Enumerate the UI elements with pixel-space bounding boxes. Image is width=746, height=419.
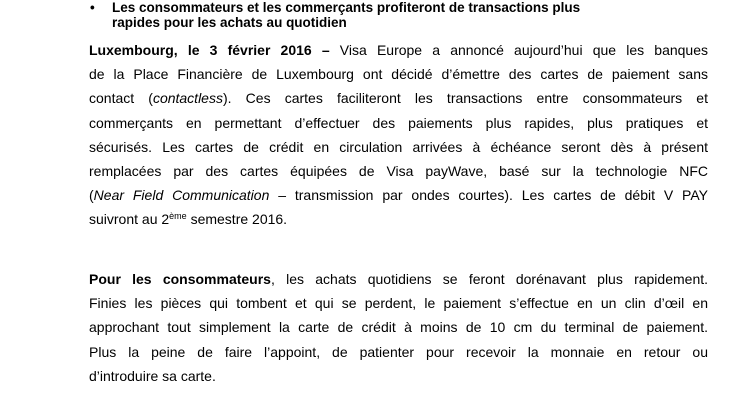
bullet-point bbox=[90, 0, 710, 30]
para2-line-1: Pour les consommateurs, les achats quotidiens se feront dorénavant plus rapidement. bbox=[89, 271, 709, 287]
para1-line-5: sécurisés. Les cartes de crédit en circulation arrivées à échéance seront dès à présent bbox=[89, 138, 708, 155]
paragraph-announcement bbox=[89, 38, 708, 232]
para1-line-2: de la Place Financière de Luxembourg ont décidé d’émettre des cartes de paiement sans bbox=[89, 66, 708, 83]
para1-line-1: Luxembourg, le 3 février 2016 – Visa Europe a annoncé aujourd’hui que les banques bbox=[89, 42, 708, 58]
para1-line-4: commerçants en permettant d’effectuer des paiements plus rapides, plus pratiques et bbox=[89, 114, 708, 131]
bullet-icon: • bbox=[90, 0, 95, 15]
para2-line-4: Plus la peine de faire l’appoint, de patienter pour recevoir la monnaie en retour ou bbox=[89, 343, 708, 360]
bullet-line-1: Les consommateurs et les commerçants profiteront de transactions plus bbox=[112, 0, 581, 15]
para2-line-2: Finies les pièces qui tombent et qui se perdent, le paiement s’effectue en un clin d’œil en bbox=[89, 295, 708, 312]
para2-line-5: d’introduire sa carte. bbox=[89, 367, 216, 384]
para1-line-8: suivront au 2ème semestre 2016. bbox=[89, 211, 288, 228]
bullet-line-2: rapides pour les achats au quotidien bbox=[112, 15, 347, 30]
para1-line-6: remplacées par des cartes équipées de Visa payWave, basé sur la technologie NFC bbox=[89, 163, 708, 180]
paragraph-consumers bbox=[89, 267, 708, 388]
dateline: Luxembourg, le 3 février 2016 – bbox=[89, 42, 330, 58]
section-lead: Pour les consommateurs bbox=[89, 271, 271, 287]
para2-line-3: approchant tout simplement la carte de crédit à moins de 10 cm du terminal de paiement. bbox=[89, 319, 708, 336]
para1-line-7: (Near Field Communication – transmission par ondes courtes). Les cartes de débit V PAY bbox=[89, 187, 708, 204]
para1-line-3: contact (contactless). Ces cartes faciliteront les transactions entre consommateurs et bbox=[89, 90, 708, 107]
bullet-text bbox=[112, 0, 710, 30]
